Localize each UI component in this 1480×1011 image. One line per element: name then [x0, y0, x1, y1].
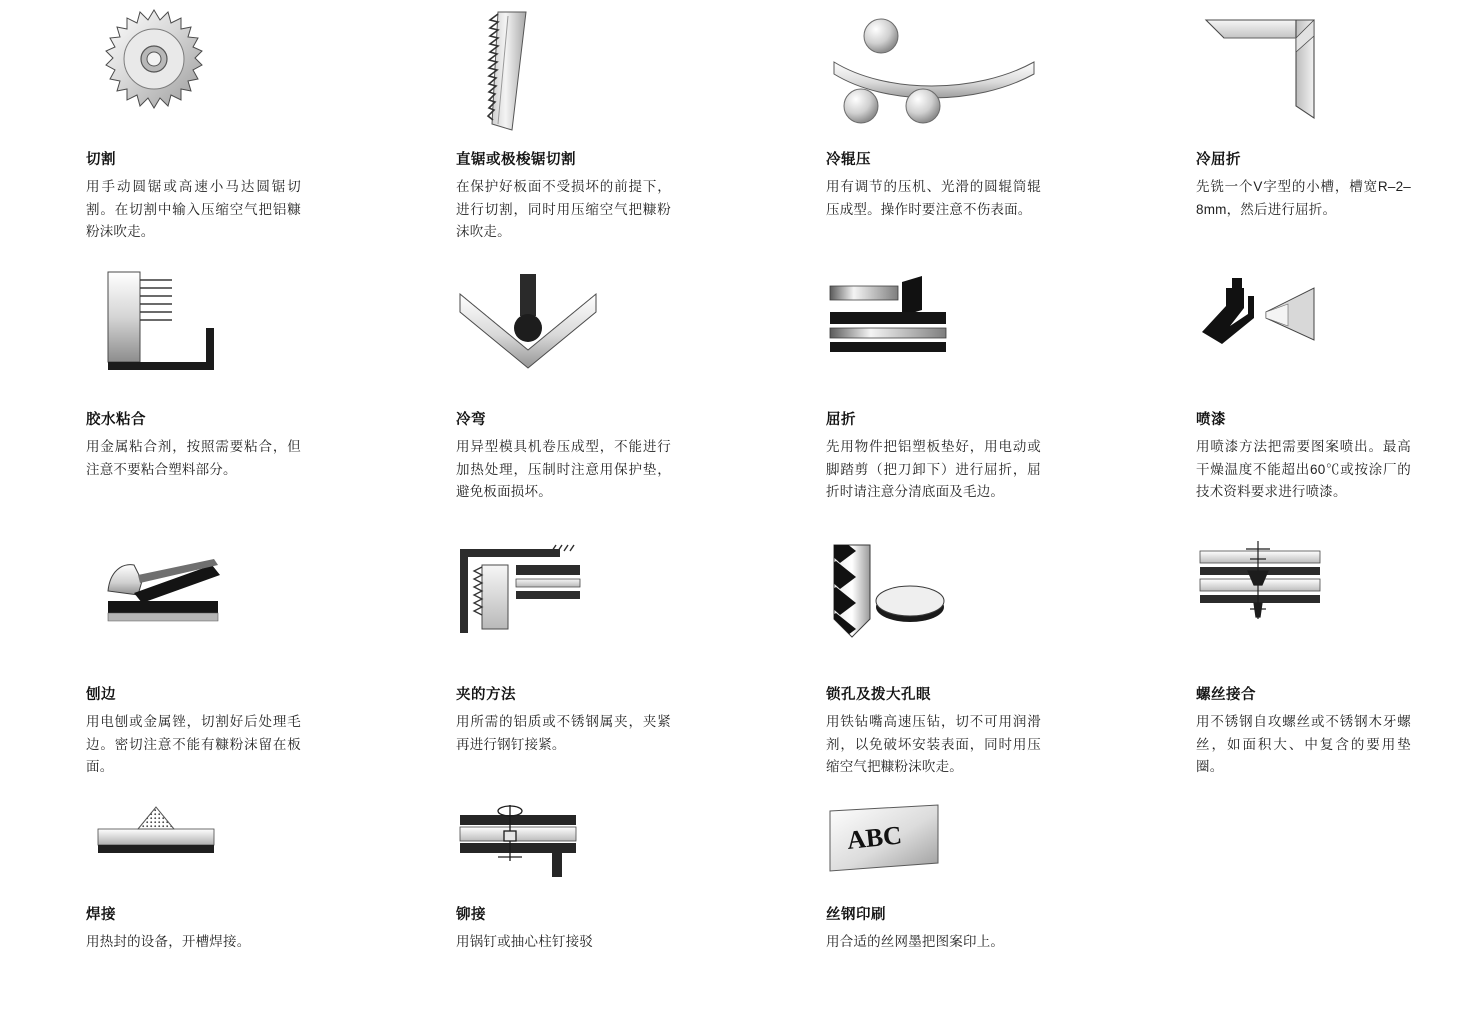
process-description: 用金属粘合剂，按照需要粘合，但注意不要粘合塑料部分。: [86, 439, 301, 477]
cold-roller-press-icon: [826, 6, 1066, 136]
clamping-method-icon: [456, 541, 696, 671]
process-description: 用手动圆锯或高速小马达圆锯切割。在切割中输入压缩空气把铝糠粉沫吹走。: [86, 179, 301, 239]
process-description: 用电刨或金属锉，切割好后处理毛边。密切注意不能有糠粉沫留在板面。: [86, 714, 301, 774]
process-description: 用合适的丝网墨把图案印上。: [826, 934, 1005, 949]
process-description: 先铣一个V字型的小槽，槽宽R–2–8mm，然后进行屈折。: [1196, 179, 1411, 217]
process-title: 胶水粘合: [86, 412, 146, 428]
process-cell: [86, 6, 456, 266]
process-title: 焊接: [86, 907, 116, 923]
process-description: 用有调节的压机、光滑的圆辊筒辊压成型。操作时要注意不伤表面。: [826, 179, 1041, 217]
process-description: 用所需的铝质或不锈钢属夹，夹紧再进行钢钉接紧。: [456, 714, 671, 752]
process-title: 丝钢印刷: [826, 907, 886, 923]
process-title: 冷屈折: [1196, 152, 1241, 168]
process-title: 螺丝接合: [1196, 687, 1256, 703]
glue-bonding-icon: [94, 266, 334, 396]
drill-hole-icon: [826, 541, 1066, 671]
process-title: 直锯或极梭锯切割: [456, 152, 576, 168]
spray-paint-icon: [1196, 266, 1436, 396]
process-cell: [86, 266, 456, 541]
process-title: 切割: [86, 152, 116, 168]
process-cell: [826, 266, 1196, 541]
process-title: 屈折: [826, 412, 856, 428]
empty-cell: [1196, 801, 1480, 1011]
circular-saw-blade-icon: [94, 6, 334, 136]
process-cell: [456, 6, 826, 266]
process-title: 铆接: [456, 907, 486, 923]
process-cell: [86, 541, 456, 801]
process-cell: [826, 6, 1196, 266]
process-cell: [1196, 266, 1480, 541]
planing-edge-icon: [94, 541, 334, 671]
process-title: 冷弯: [456, 412, 486, 428]
process-cell: [826, 541, 1196, 801]
process-cell: [1196, 6, 1480, 266]
process-title: 夹的方法: [456, 687, 516, 703]
process-title: 刨边: [86, 687, 116, 703]
welding-icon: [94, 801, 334, 891]
process-description: 用异型模具机卷压成型，不能进行加热处理，压制时注意用保护垫，避免板面损坏。: [456, 439, 671, 499]
process-description: 用喷漆方法把需要图案喷出。最高干燥温度不能超出60℃或按涂厂的技术资料要求进行喷漆。: [1196, 439, 1411, 499]
cold-bending-die-icon: [456, 266, 696, 396]
process-description: 先用物件把铝塑板垫好，用电动或脚踏剪（把刀卸下）进行屈折，屈折时请注意分清底面及毛边。: [826, 439, 1041, 499]
process-title: 喷漆: [1196, 412, 1226, 428]
screw-joint-icon: [1196, 541, 1436, 671]
process-cell: [456, 541, 826, 801]
process-description: 用不锈钢自攻螺丝或不锈钢木牙螺丝，如面积大、中复含的要用垫圈。: [1196, 714, 1411, 774]
process-description: 用锅钉或抽心柱钉接驳: [456, 934, 593, 949]
silk-screen-print-icon: [826, 801, 1066, 891]
process-cell: [826, 801, 1196, 1011]
process-title: 锁孔及拨大孔眼: [826, 687, 931, 703]
folding-blade-icon: [826, 266, 1066, 396]
process-cell: [456, 801, 826, 1011]
process-description: 用热封的设备，开槽焊接。: [86, 934, 251, 949]
process-description: 在保护好板面不受损坏的前提下，进行切割，同时用压缩空气把糠粉沫吹走。: [456, 179, 671, 239]
straight-saw-blade-icon: [456, 6, 696, 136]
process-cell: [456, 266, 826, 541]
process-description: 用铁钻嘴高速压钻，切不可用润滑剂，以免破坏安装表面，同时用压缩空气把糠粉沫吹走。: [826, 714, 1041, 774]
process-cell: [1196, 541, 1480, 801]
process-title: 冷辊压: [826, 152, 871, 168]
svg-text:ABC: ABC: [845, 820, 904, 855]
riveting-icon: [456, 801, 696, 891]
cold-bend-corner-icon: [1196, 6, 1436, 136]
process-cell: [86, 801, 456, 1011]
